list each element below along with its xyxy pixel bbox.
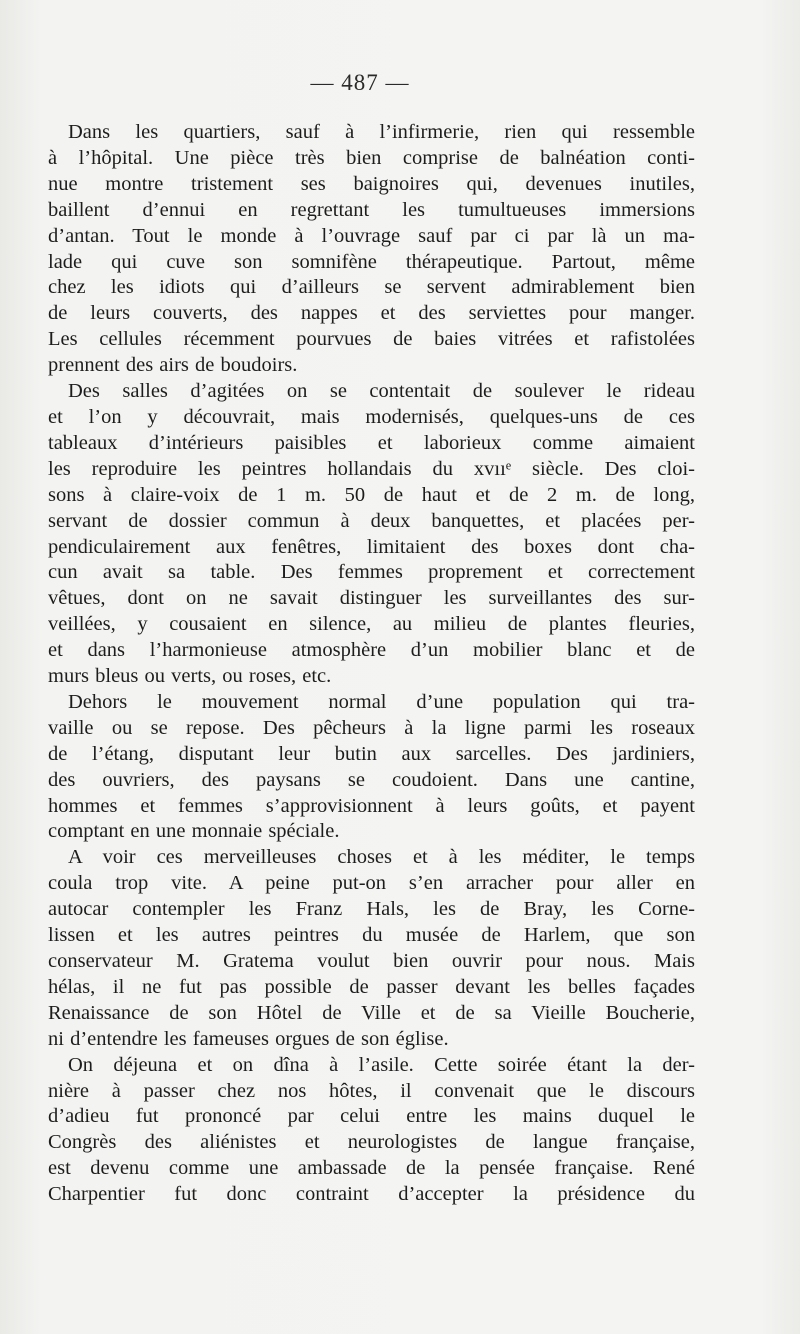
body-text xyxy=(48,120,695,1208)
text-line: nue montre tristement ses baignoires qui, devenues inutiles, xyxy=(48,172,695,195)
paragraph xyxy=(48,845,695,1052)
text-line: et l’on y découvrait, mais modernisés, quelques-uns de ces xyxy=(48,405,695,428)
text-line: Dehors le mouvement normal d’une population qui tra- xyxy=(68,690,695,713)
text-line: lade qui cuve son somnifène thérapeutique. Partout, même xyxy=(48,250,695,273)
text-line: murs bleus ou verts, ou roses, etc. xyxy=(48,665,332,688)
text-line: ni d’entendre les fameuses orgues de son église. xyxy=(48,1027,449,1050)
text-line: comptant en une monnaie spéciale. xyxy=(48,820,340,843)
text-line: nière à passer chez nos hôtes, il convenait que le discours xyxy=(48,1079,695,1102)
paragraph xyxy=(48,690,695,845)
text-line: des ouvriers, des paysans se coudoient. Dans une cantine, xyxy=(48,768,695,791)
text-line: Renaissance de son Hôtel de Ville et de sa Vieille Boucherie, xyxy=(48,1001,695,1024)
text-line: sons à claire-voix de 1 m. 50 de haut et de 2 m. de long, xyxy=(48,483,695,506)
text-line: coula trop vite. A peine put-on s’en arracher pour aller en xyxy=(48,872,695,895)
text-line: lissen et les autres peintres du musée de Harlem, que son xyxy=(48,924,695,947)
page-number: — 487 — xyxy=(310,70,410,95)
text-line: baillent d’ennui en regrettant les tumultueuses immersions xyxy=(48,198,695,221)
text-line: Charpentier fut donc contraint d’accepter la présidence du xyxy=(48,1183,695,1206)
paragraph xyxy=(48,1053,695,1208)
text-line: de leurs couverts, des nappes et des serviettes pour manger. xyxy=(48,302,695,325)
text-line: et dans l’harmonieuse atmosphère d’un mobilier blanc et de xyxy=(48,639,695,662)
text-line: Des salles d’agitées on se contentait de soulever le rideau xyxy=(68,380,695,403)
paragraph xyxy=(48,379,695,690)
text-line: hommes et femmes s’approvisionnent à leurs goûts, et payent xyxy=(48,794,695,817)
text-line: d’adieu fut prononcé par celui entre les mains duquel le xyxy=(48,1105,695,1128)
text-line: Les cellules récemment pourvues de baies vitrées et rafistolées xyxy=(48,328,695,351)
text-line: cun avait sa table. Des femmes proprement et correctement xyxy=(48,561,695,584)
text-line: autocar contempler les Franz Hals, les de Bray, les Corne- xyxy=(48,898,695,921)
text-line: à l’hôpital. Une pièce très bien comprise de balnéation conti- xyxy=(48,146,695,169)
text-line: pendiculairement aux fenêtres, limitaient des boxes dont cha- xyxy=(48,535,695,558)
text-line: servant de dossier commun à deux banquettes, et placées per- xyxy=(48,509,695,532)
text-line: veillées, y cousaient en silence, au milieu de plantes fleuries, xyxy=(48,613,695,636)
text-line: d’antan. Tout le monde à l’ouvrage sauf par ci par là un ma- xyxy=(48,224,695,247)
text-line: les reproduire les peintres hollandais du xvııᵉ siècle. Des cloi- xyxy=(48,457,695,480)
text-line: de l’étang, disputant leur butin aux sarcelles. Des jardiniers, xyxy=(48,742,695,765)
text-line: Congrès des aliénistes et neurologistes de langue française, xyxy=(48,1131,695,1154)
text-line: A voir ces merveilleuses choses et à les méditer, le temps xyxy=(68,846,695,869)
text-line: vêtues, dont on ne savait distinguer les surveillantes des sur- xyxy=(48,587,695,610)
text-line: vaille ou se repose. Des pêcheurs à la ligne parmi les roseaux xyxy=(48,716,695,739)
paragraph xyxy=(48,120,695,379)
text-line: prennent des airs de boudoirs. xyxy=(48,354,298,377)
text-line: est devenu comme une ambassade de la pensée française. René xyxy=(48,1157,695,1180)
text-line: Dans les quartiers, sauf à l’infirmerie, rien qui ressemble xyxy=(68,121,695,143)
text-line: hélas, il ne fut pas possible de passer devant les belles façades xyxy=(48,975,695,998)
text-line: conservateur M. Gratema voulut bien ouvrir pour nous. Mais xyxy=(48,950,695,972)
text-line: chez les idiots qui d’ailleurs se servent admirablement bien xyxy=(48,276,695,299)
text-line: On déjeuna et on dîna à l’asile. Cette soirée étant la der- xyxy=(68,1053,695,1076)
text-line: tableaux d’intérieurs paisibles et laborieux comme aimaient xyxy=(48,431,695,454)
